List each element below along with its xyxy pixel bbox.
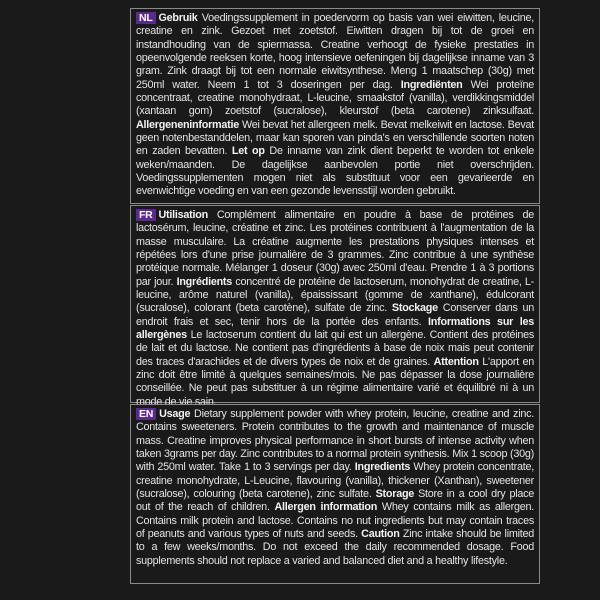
fr-ingredients-text: concentré de protéine de lactoserum, monohydrat de creatine, L-leucine, arôme naturel (vanilla), épaississant (gomme de xanthane), édulcorant (sucralose), colorant (beta carotène), sulfate de zinc. <box>136 275 535 315</box>
language-badge-nl: NL <box>136 12 156 24</box>
fr-ingredients-heading: Ingrédients <box>176 275 233 288</box>
language-badge-fr: FR <box>136 209 156 221</box>
fr-caution-heading: Attention <box>433 355 479 368</box>
en-storage-text: Store in a cool dry place out of the reach of children. <box>136 488 535 514</box>
en-caution-text: Zinc intake should be limited to a few weeks/months. Do not exceed the daily recommended dosage. Food supplements should not replace a varied and balanced diet and a healthy lifestyle. <box>136 528 535 567</box>
nl-usage-text: Voedingssupplement in poedervorm op basis van wei eiwitten, leucine, creatine en zink. Gezoet met zoetstof. Eiwitten dragen bij tot de groei en instandhouding van de spiermassa. Creatine verhoogt de fysieke prestaties in opeenvolgende reeksen korte, hoog intensieve oefeningen bij dagelijkse inname van 3 gram. Zink draagt bij tot een normale eiwitsynthese. Meng 1 maatschep (30g) met 250ml water. Neem 1 tot 3 doseringen per dag. <box>136 12 534 91</box>
fr-storage-text: Conserver dans un endroit frais et sec, tenir hors de la portée des enfants. <box>136 302 534 328</box>
fr-usage-heading: Utilisation <box>158 209 208 221</box>
french-section <box>130 205 540 408</box>
fr-storage-heading: Stockage <box>391 302 438 315</box>
nl-usage-heading: Gebruik <box>158 12 198 24</box>
nl-ingredients-text: Wei proteïne concentraat, creatine monohydraat, L-leucine, smaakstof (vanilla), verdikkingsmiddel (xantaan gom) zoetstof (sucralose), kleurstof (beta carotene) zinksulfaat. <box>136 78 535 118</box>
en-usage-text: Dietary supplement powder with whey protein, leucine, creatine and zinc. Contains sweeteners. Protein contributes to the growth and maintenance of muscle mass. Creatine improves physical performance in short bursts of intense activity when taken 3grams per day. Zinc contributes to a normal protein synthesis. Mix 1 scoop (30g) with 250ml water. Take 1 to 3 servings per day. <box>136 408 534 474</box>
en-storage-heading: Storage <box>375 488 415 501</box>
nl-allergen-text: Wei bevat het allergeen melk. Bevat melkeiwit en lactose. Bevat geen notenbestanddelen, maar kan sporen van pinda's en verschillende soorten noten en zaden bevatten. <box>136 118 534 158</box>
nl-ingredients-heading: Ingrediënten <box>400 78 463 91</box>
english-section <box>130 404 540 584</box>
en-ingredients-text: Whey protein concentrate, creatine monohydrate, L-Leucine, flavouring (vanilla), thickener (Xanthan), sweetener (sucralose), colouring (beta carotene), zinc sulfate. <box>136 461 535 501</box>
fr-usage-text: Complément alimentaire en poudre à base de protéines de lactosérum, leucine, créatine et zinc. Les protéines contribuent à l'augmentation de la masse musculaire. La créatine augmente les prestations physiques intenses et répétées lors d'une prise journalière de 3 grammes. Zinc contribue à une synthèse protéique normale. Mélanger 1 doseur (30g) avec 250ml d'eau. Prendre 1 à 3 portions par jour. <box>136 209 535 288</box>
nl-caution-heading: Let op <box>231 145 265 158</box>
language-badge-en: EN <box>136 408 156 420</box>
dutch-section <box>130 8 540 204</box>
nl-allergen-heading: Allergeneninformatie <box>136 118 239 131</box>
fr-allergen-heading: Informations sur les allergènes <box>136 315 535 342</box>
nl-caution-text: De inname van zink dient beperkt te worden tot enkele weken/maanden. De dagelijkse aanbevolen portie niet overschrijden. Voedingssupplementen mogen niet als substituut voor een gevarieerde en evenwichtige voeding en van een gezonde levensstijl worden gebruikt. <box>136 145 535 198</box>
en-allergen-text: Whey contains milk as allergen. Contains milk protein and lactose. Contains no nut ingredients but may contain traces of peanuts and various types of nuts and seeds. <box>136 501 535 541</box>
en-allergen-heading: Allergen information <box>274 501 378 514</box>
en-ingredients-heading: Ingredients <box>354 461 411 474</box>
fr-caution-text: L'apport en zinc doit être limité à quelques semaines/mois. Ne pas dépasser la dose journalière conseillée. Ne peut pas substituer à un régime alimentaire varié et équilibré ni à un mode de vie sain. <box>136 355 534 408</box>
fr-allergen-text: Le lactoserum contient du lait qui est un allergène. Contient des protéines de lait et du lactose. Ne contient pas d'ingrédients à base de noix mais peut contenir des traces d'arachides et de divers types de noix et de graines. <box>136 329 535 368</box>
en-usage-heading: Usage <box>159 408 191 420</box>
en-caution-heading: Caution <box>361 528 400 541</box>
